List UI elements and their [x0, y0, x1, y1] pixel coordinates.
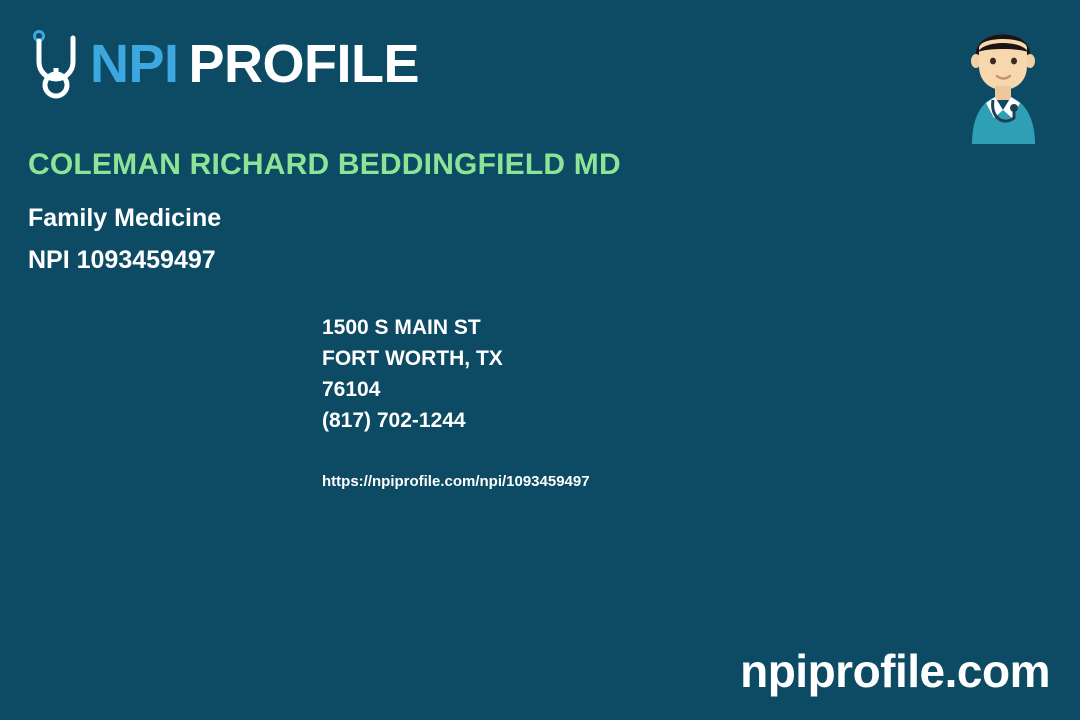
site-footer: npiprofile.com	[740, 645, 1050, 697]
provider-name: COLEMAN RICHARD BEDDINGFIELD MD	[28, 148, 621, 181]
address-phone: (817) 702-1244	[322, 409, 466, 432]
address-street: 1500 S MAIN ST	[322, 316, 481, 339]
practice-address	[322, 312, 503, 436]
profile-url[interactable]: https://npiprofile.com/npi/1093459497	[322, 473, 590, 490]
address-city-state: FORT WORTH, TX	[322, 347, 503, 370]
address-zip: 76104	[322, 378, 381, 401]
brand-title	[90, 34, 420, 94]
doctor-avatar-icon	[948, 14, 1058, 144]
brand-header	[28, 24, 419, 104]
provider-taxonomy: Family Medicine	[28, 204, 222, 232]
brand-profile-text: PROFILE	[188, 34, 420, 94]
provider-npi-number: NPI 1093459497	[28, 246, 216, 274]
brand-npi-text: NPI	[90, 34, 179, 94]
stethoscope-icon	[28, 28, 86, 100]
